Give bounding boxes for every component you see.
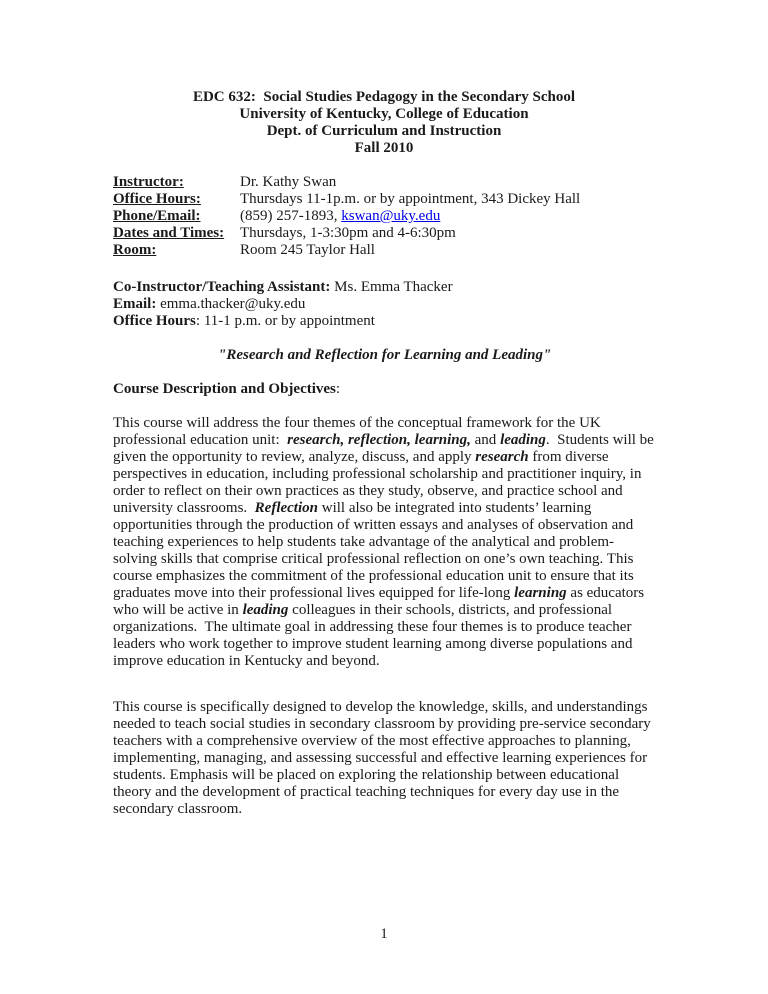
course-description-paragraph-1: This course will address the four themes of the conceptual framework for the UK professional education unit: research, reflection, learning, and leading. Students will be given the opportunity to review, analyze, discuss, and apply research from diverse perspectives in education, including professional scholarship and practitioner inquiry, in order to reflect on their own practices as they study, observe, and practice school and university classrooms. Reflection will also be integrated into students’ learning opportunities through the production of written essays and analyses of observation and teaching experiences to help students take advantage of the analytical and problem-solving skills that comprise critical professional reflection on one’s own teaching. This course emphasizes the commitment of the professional education unit to ensure that its graduates move into their professional lives equipped for life-long learning as educators who will be active in leading colleagues in their schools, districts, and professional organizations. The ultimate goal in addressing these four themes is to produce teacher leaders who work together to improve student learning among diverse populations and improve education in Kentucky and beyond.: [113, 415, 658, 669]
info-row-phone-email: [113, 208, 655, 225]
course-motto-quote: "Research and Reflection for Learning and Leading": [218, 347, 552, 363]
co-instructor-office-hours-line: Office Hours: 11-1 p.m. or by appointment: [113, 313, 375, 329]
department-line: Dept. of Curriculum and Instruction: [266, 123, 502, 139]
section-heading-course-description: Course Description and Objectives:: [113, 381, 341, 397]
dates-times-label: Dates and Times:: [113, 225, 225, 241]
instructor-info-table: [113, 174, 655, 259]
email-link[interactable]: kswan@uky.edu: [341, 208, 441, 224]
phone-email-value: (859) 257-1893, kswan@uky.edu: [240, 208, 441, 224]
office-hours-value: Thursdays 11-1p.m. or by appointment, 343 Dickey Hall: [240, 191, 581, 207]
info-row-room: [113, 242, 655, 259]
semester-line: Fall 2010: [354, 140, 414, 156]
office-hours-label: Office Hours:: [113, 191, 201, 207]
room-label: Room:: [113, 242, 157, 258]
course-description-paragraph-2: This course is specifically designed to develop the knowledge, skills, and understandings needed to teach social studies in secondary classroom by providing pre-service secondary teachers with a comprehensive overview of the most effective approaches to planning, implementing, managing, and assessing successful and effective learning experiences for students. Emphasis will be placed on exploring the relationship between educational theory and the development of practical teaching techniques for every day use in the secondary classroom.: [113, 699, 655, 817]
course-code-title: EDC 632: Social Studies Pedagogy in the Secondary School: [192, 89, 576, 105]
room-value: Room 245 Taylor Hall: [240, 242, 375, 258]
co-instructor-line: Co-Instructor/Teaching Assistant: Ms. Emma Thacker: [113, 279, 453, 295]
info-row-dates-times: [113, 225, 655, 242]
dates-times-value: Thursdays, 1-3:30pm and 4-6:30pm: [240, 225, 456, 241]
instructor-value: Dr. Kathy Swan: [240, 174, 337, 190]
document-header: [113, 89, 655, 157]
instructor-label: Instructor:: [113, 174, 184, 190]
institution-line: University of Kentucky, College of Education: [239, 106, 529, 122]
info-row-instructor: [113, 174, 655, 191]
co-instructor-info: [113, 279, 655, 330]
info-row-office-hours: [113, 191, 655, 208]
co-instructor-email-line: Email: emma.thacker@uky.edu: [113, 296, 306, 312]
phone-email-label: Phone/Email:: [113, 208, 201, 224]
page-number: 1: [380, 926, 388, 942]
